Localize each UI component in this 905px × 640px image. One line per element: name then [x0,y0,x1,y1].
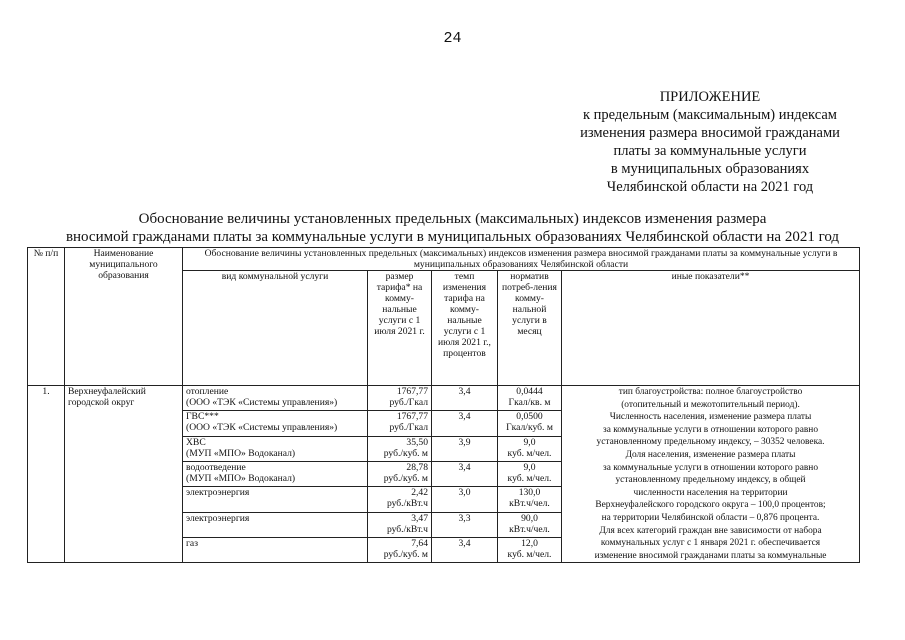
tariff-unit: руб./куб. м [383,548,428,560]
header-number: № п/п [28,248,65,386]
norm-cell [498,487,562,512]
row-number: 1. [28,386,65,563]
note-line: численности населения на территории [633,487,788,498]
norm-cell [498,436,562,461]
tariff-unit: руб./кВт.ч [386,498,428,510]
header-norm: норматив потреб-ления комму-нальной услуги в месяц [498,271,562,386]
tariff-cell [368,487,432,512]
note-line: Доля населения, изменение размера платы [625,449,796,460]
appendix-line: ПРИЛОЖЕНИЕ [659,89,761,105]
service-cell [183,436,368,461]
service-name: ХВС [186,436,206,448]
norm-value: 0,0500 [516,411,543,423]
service-provider: (ООО «ТЭК «Системы управления») [186,422,338,434]
service-cell [183,537,368,562]
header-rate: темп изменения тарифа на комму-нальные услуги с 1 июля 2021 г., процентов [432,271,498,386]
norm-cell [498,512,562,537]
appendix-line: платы за коммунальные услуги [613,143,807,159]
header-group-title: Обоснование величины установленных предельных (максимальных) индексов изменения размера вносимой гражданами платы за коммунальные услуги в муниципальных образованиях Челябинской области [183,248,860,271]
service-name: электроэнергия [186,512,250,524]
rate-cell: 3,4 [432,537,498,562]
service-provider: (МУП «МПО» Водоканал) [186,447,296,459]
tariff-unit: руб./куб. м [383,447,428,459]
note-line: за коммунальные услуги в отношении которого равно [603,424,819,435]
header-tariff: размер тарифа* на комму-нальные услуги с 1 июля 2021 г. [368,271,432,386]
tariff-cell [368,386,432,411]
tariff-unit: руб./Гкал [389,397,428,408]
note-line: установленному предельному индексу, – 30352 человека. [596,437,825,448]
header-service: вид коммунальной услуги [183,271,368,386]
norm-value: 9,0 [523,461,536,473]
service-cell [183,487,368,512]
table-row [28,386,860,411]
service-name: электроэнергия [186,487,250,499]
norm-unit: куб. м/чел. [507,472,552,484]
norm-value: 90,0 [521,512,538,524]
row-municipality: Верхнеуфалейский городской округ [65,386,183,563]
tariff-value: 1767,77 [396,386,428,397]
tariff-cell [368,461,432,486]
header-other: иные показатели** [562,271,860,386]
norm-value: 130,0 [518,487,541,499]
other-indicators [562,386,860,563]
note-line: Численность населения, изменение размера платы [609,412,812,423]
header-municipality: Наименование муниципального образования [65,248,183,386]
note-line: установленному предельному индексу, в общей [615,475,806,486]
page-number: 24 [443,30,462,47]
tariff-value: 3,47 [411,512,428,524]
note-line: коммунальных услуг с 1 января 2021 г. обеспечивается [600,538,821,549]
norm-unit: кВт.ч/чел. [509,498,550,510]
note-line: изменение вносимой гражданами платы за коммунальные [594,550,827,561]
rate-cell: 3,0 [432,487,498,512]
tariff-unit: руб./Гкал [389,422,428,434]
tariff-unit: руб./кВт.ч [386,523,428,535]
tariff-value: 28,78 [406,461,428,473]
norm-unit: куб. м/чел. [507,447,552,459]
appendix-heading [560,88,860,196]
tariff-value: 35,50 [406,436,428,448]
norm-cell [498,386,562,411]
tariff-cell [368,537,432,562]
appendix-line: изменения размера вносимой гражданами [580,125,840,141]
norm-value: 9,0 [523,436,536,448]
tariff-cell [368,512,432,537]
note-line: тип благоустройства: полное благоустройство [618,387,803,397]
appendix-line: в муниципальных образованиях [610,161,810,177]
norm-unit: кВт.ч/чел. [509,523,550,535]
document-title [20,210,885,246]
norm-unit: Гкал/кв. м [508,397,551,408]
rate-cell: 3,9 [432,436,498,461]
tariff-cell [368,436,432,461]
service-cell [183,386,368,411]
service-name: водоотведение [186,461,246,473]
service-name: ГВС*** [186,411,219,423]
service-name: газ [186,537,198,549]
note-line: (отопительный и межотопительный период). [621,399,800,410]
service-provider: (ООО «ТЭК «Системы управления») [186,397,338,408]
title-line: вносимой гражданами платы за коммунальные услуги в муниципальных образованиях Челябинской области на 2021 год [65,229,840,245]
title-line: Обоснование величины установленных предельных (максимальных) индексов изменения размера [138,211,767,227]
rate-cell: 3,4 [432,461,498,486]
norm-value: 12,0 [521,537,538,549]
justification-table [27,247,860,563]
norm-cell [498,537,562,562]
norm-unit: куб. м/чел. [507,548,552,560]
appendix-line: к предельным (максимальным) индексам [583,107,837,123]
norm-value: 0,0444 [516,386,543,397]
norm-unit: Гкал/куб. м [506,422,553,434]
note-line: на территории Челябинской области – 0,876 процента. [601,512,820,523]
rate-cell: 3,3 [432,512,498,537]
norm-cell [498,411,562,436]
tariff-value: 7,64 [411,537,428,549]
tariff-unit: руб./куб. м [383,472,428,484]
service-name: отопление [186,386,229,397]
tariff-value: 2,42 [411,487,428,499]
service-cell [183,411,368,436]
note-line: Для всех категорий граждан вне зависимости от набора [599,525,822,536]
tariff-cell [368,411,432,436]
norm-cell [498,461,562,486]
service-provider: (МУП «МПО» Водоканал) [186,472,296,484]
service-cell [183,512,368,537]
service-cell [183,461,368,486]
note-line: Верхнеуфалейского городского округа – 100,0 процентов; [595,500,826,511]
tariff-value: 1767,77 [396,411,428,423]
note-line: за коммунальные услуги в отношении которого равно [603,462,819,473]
rate-cell: 3,4 [432,386,498,411]
rate-cell: 3,4 [432,411,498,436]
appendix-line: Челябинской области на 2021 год [606,179,814,195]
